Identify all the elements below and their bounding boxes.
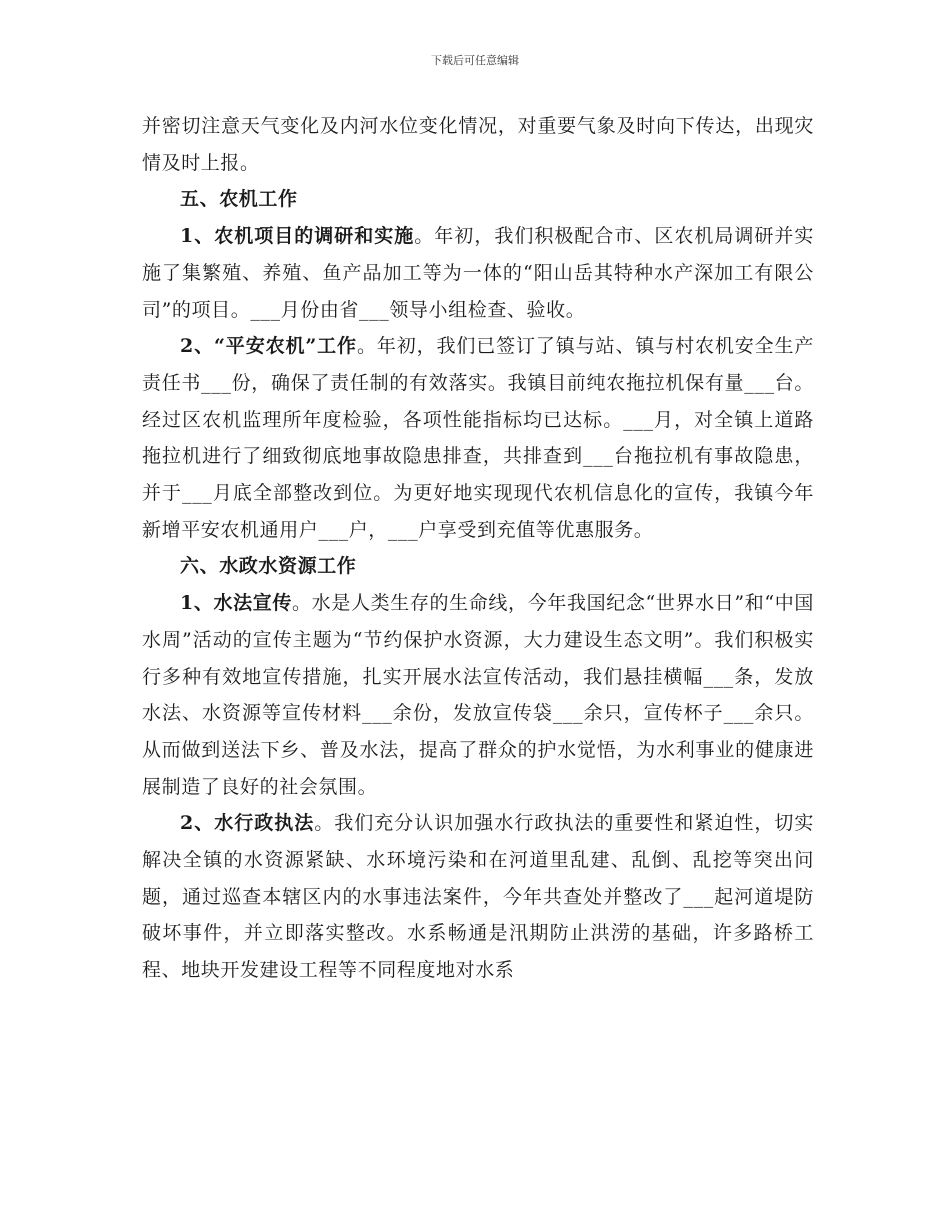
paragraph-text: 。我们充分认识加强水行政执法的重要性和紧迫性，切实解决全镇的水资源紧缺、水环境污染和在河道里乱建、乱倒、乱挖等突出问题，通过巡查本辖区内的水事违法案件，今年共查处并整改了___起河道堤防破坏事件，并立即落实整改。水系畅通是汛期防止洪涝的基础，许多路桥工程、地块开发建设工程等不同程度地对水系: [142, 812, 814, 982]
page-header: 下载后可任意编辑: [431, 54, 519, 67]
paragraph-water-law-enforcement: [142, 805, 814, 989]
paragraph-continuation: 并密切注意天气变化及内河水位变化情况，对重要气象及时向下传达，出现灾情及时上报。: [142, 115, 814, 174]
document-body: [142, 108, 814, 989]
section-heading-water-admin: 六、水政水资源工作: [180, 555, 357, 578]
paragraph-water-law-publicity: [142, 585, 814, 805]
section-heading-agri-machinery: 五、农机工作: [180, 188, 298, 211]
paragraph-title: 2、水行政执法: [180, 812, 315, 835]
paragraph-text: 。水是人类生存的生命线，今年我国纪念“世界水日”和“中国水周”活动的宣传主题为“节约保护水资源，大力建设生态文明”。我们积极实行多种有效地宣传措施，扎实开展水法宣传活动，我们悬挂横幅___条，发放水法、水资源等宣传材料___余份，发放宣传袋___余只，宣传杯子___余只。从而做到送法下乡、普及水法，提高了群众的护水觉悟，为水利事业的健康进展制造了良好的社会氛围。: [142, 592, 814, 798]
paragraph-agri-project: [142, 218, 814, 328]
paragraph-title: 1、农机项目的调研和实施: [180, 225, 415, 248]
paragraph-safe-agri-machinery: [142, 328, 814, 548]
paragraph-text: 。年初，我们已签订了镇与站、镇与村农机安全生产责任书___份，确保了责任制的有效落实。我镇目前纯农拖拉机保有量___台。经过区农机监理所年度检验，各项性能指标均已达标。___月，对全镇上道路拖拉机进行了细致彻底地事故隐患排查，共排查到___台拖拉机有事故隐患，并于___月底全部整改到位。为更好地实现现代农机信息化的宣传，我镇今年新增平安农机通用户___户，___户享受到充值等优惠服务。: [142, 335, 815, 541]
paragraph-text: 。年初，我们积极配合市、区农机局调研并实施了集繁殖、养殖、鱼产品加工等为一体的“阳山岳其特种水产深加工有限公司”的项目。___月份由省___领导小组检查、验收。: [142, 225, 814, 321]
paragraph-title: 1、水法宣传: [180, 592, 293, 615]
paragraph-title: 2、“平安农机”工作: [180, 335, 357, 358]
